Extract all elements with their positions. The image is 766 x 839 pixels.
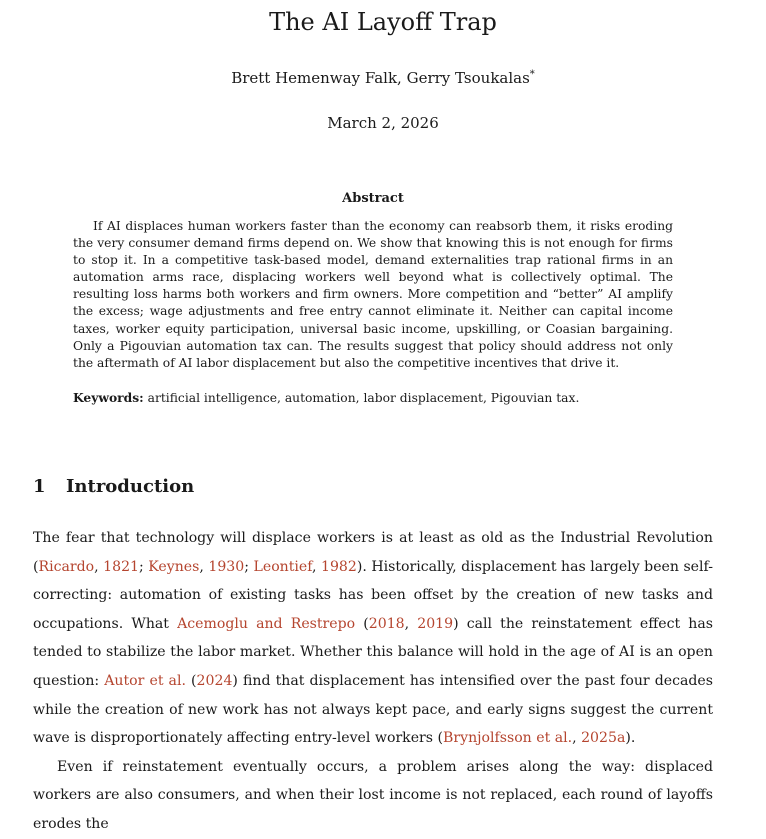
paper-title: The AI Layoff Trap: [269, 8, 497, 36]
keywords: [73, 389, 673, 407]
text-span: (: [355, 615, 369, 632]
text-span: ) call the reinstatement effect has tended to stabilize the labor market. Whether this balance will hold in the age of AI is an open question:: [33, 615, 713, 689]
citation-link[interactable]: 2018: [368, 615, 405, 632]
citation-link[interactable]: Ricardo: [38, 558, 95, 575]
citation-link[interactable]: Autor et al.: [104, 672, 186, 689]
citation-link[interactable]: 1930: [208, 558, 245, 575]
abstract-body: If AI displaces human workers faster than the economy can reabsorb them, it risks eroding the very consumer demand firms depend on. We show that knowing this is not enough for firms to stop it. In a competitive task-based model, demand externalities trap rational firms in an automation arms race, displacing workers well beyond what is collectively optimal. The resulting loss harms both workers and firm owners. More competition and “better” AI amplify the excess; wage adjustments and free entry cannot eliminate it. Neither can capital income taxes, worker equity participation, universal basic income, upskilling, or Coasian bargaining. Only a Pigouvian automation tax can. The results suggest that policy should address not only the aftermath of AI labor displacement but also the competitive incentives that drive it.: [73, 219, 673, 370]
keywords-text: artificial intelligence, automation, labor displacement, Pigouvian tax.: [147, 391, 580, 405]
text-span: ,: [572, 730, 582, 747]
citation-link[interactable]: 2025a: [581, 730, 626, 747]
paper-authors: [0, 69, 766, 87]
section-number: 1: [33, 476, 46, 497]
introduction-body: [33, 524, 713, 839]
keywords-label: Keywords:: [73, 390, 144, 405]
citation-link[interactable]: 1821: [103, 558, 140, 575]
text-span: (: [185, 672, 197, 689]
text-span: ;: [139, 558, 149, 575]
abstract-heading: Abstract: [342, 191, 404, 206]
text-span: ).: [625, 730, 636, 747]
citation-link[interactable]: 2019: [417, 615, 454, 632]
author-names: Brett Hemenway Falk, Gerry Tsoukalas: [231, 69, 530, 87]
section-title: Introduction: [66, 476, 195, 497]
text-span: ,: [199, 558, 209, 575]
citation-link[interactable]: 2024: [196, 672, 233, 689]
citation-link[interactable]: Acemoglu and Restrepo: [177, 615, 356, 632]
section-heading: [33, 476, 194, 497]
text-span: The fear that technology will displace workers is at least as old as the Industrial Revolution (: [33, 530, 713, 575]
text-span: ) find that displacement has intensified over the past four decades while the creation of new work has not always kept pace, and early signs suggest the current wave is disproportionately affecting entry-level workers (: [33, 672, 714, 747]
text-span: ;: [244, 558, 254, 575]
citation-link[interactable]: 1982: [320, 558, 357, 575]
author-footnote-mark[interactable]: *: [529, 69, 535, 80]
text-span: ,: [404, 615, 418, 632]
paper-date: March 2, 2026: [327, 114, 439, 132]
citation-link[interactable]: Keynes: [148, 558, 200, 575]
paragraph-2: Even if reinstatement eventually occurs, a problem arises along the way: displaced workers are also consumers, and when their lost income is not replaced, each round of layoffs erodes the: [33, 758, 713, 832]
paragraph-1: [33, 524, 713, 753]
text-span: ,: [94, 558, 104, 575]
citation-link[interactable]: Leontief: [253, 558, 312, 575]
text-span: ,: [312, 558, 321, 575]
text-span: ). Historically, displacement has largely been self-correcting: automation of existing tasks has been offset by the creation of new tasks and occupations. What: [33, 558, 714, 632]
citation-link[interactable]: Brynjolfsson et al.: [443, 730, 573, 747]
